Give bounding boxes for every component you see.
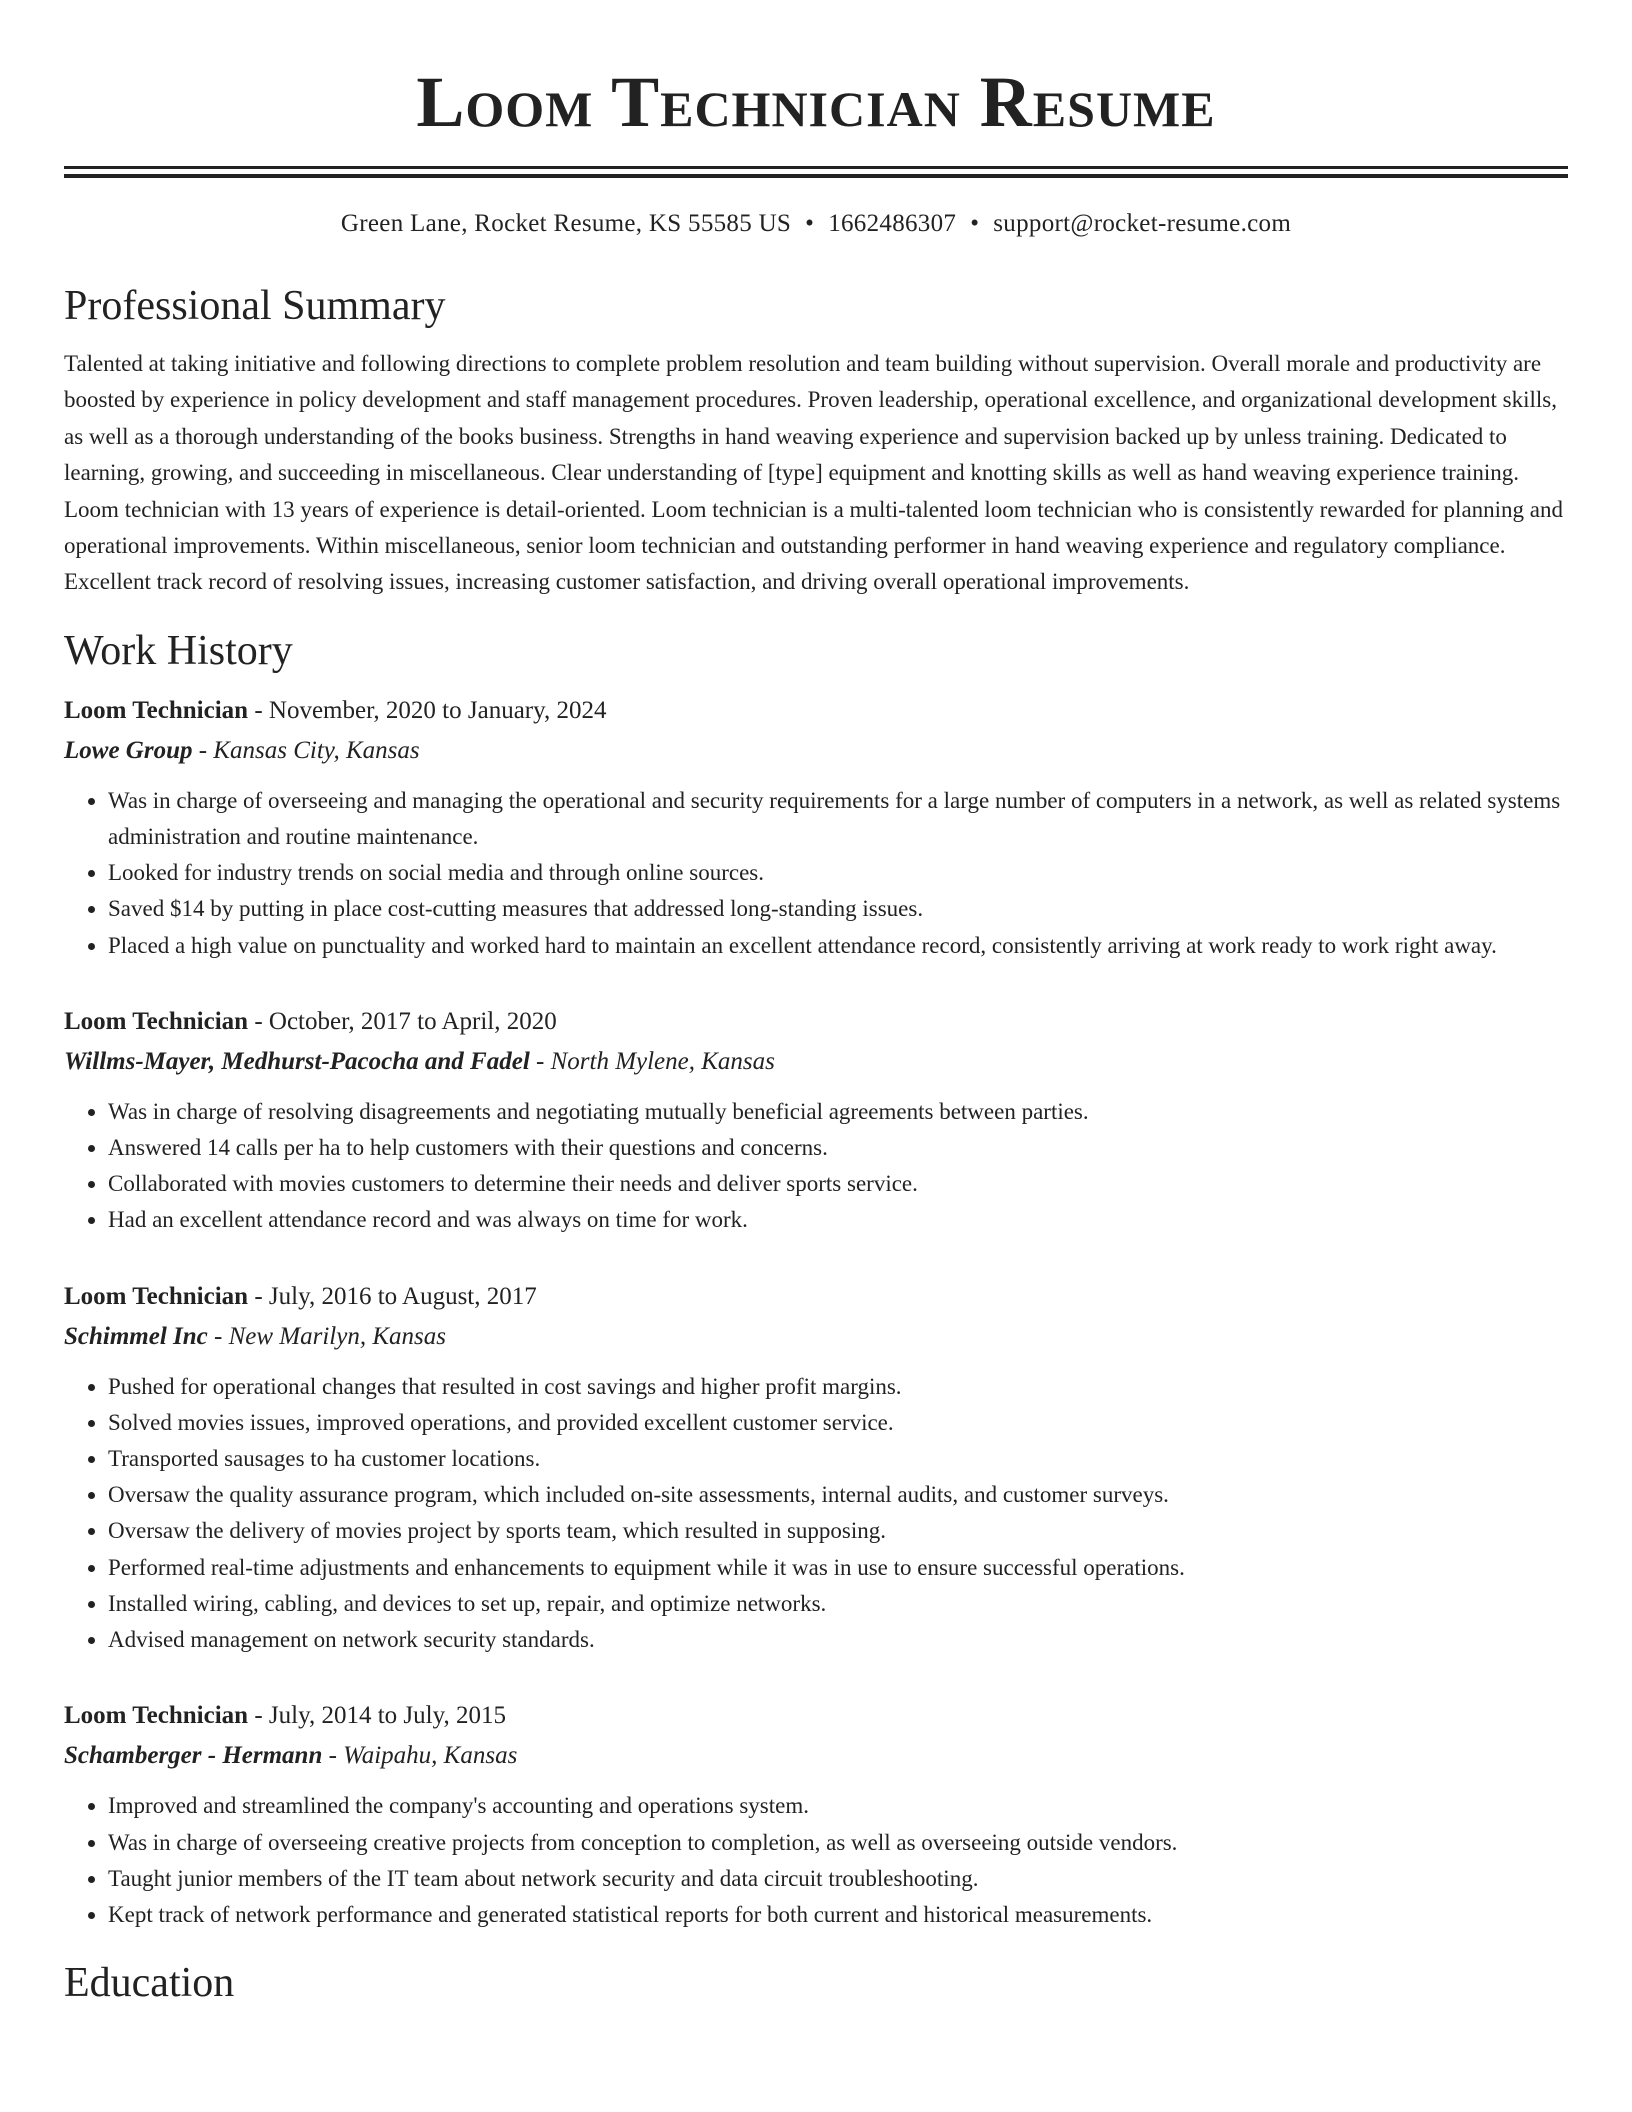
company-location: - New Marilyn, Kansas xyxy=(207,1322,446,1350)
job-title-line xyxy=(64,691,1568,731)
job-title: Loom Technician xyxy=(64,1007,249,1035)
resume-title: Loom Technician Resume xyxy=(416,62,1216,142)
job-bullet: • Oversaw the delivery of movies project by sports team, which resulted in supposing. xyxy=(108,1513,1568,1549)
company-line xyxy=(64,1317,1568,1357)
job-entry xyxy=(64,1696,1568,1933)
company-location: - Waipahu, Kansas xyxy=(322,1742,518,1770)
job-bullet: • Was in charge of resolving disagreements and negotiating mutually beneficial agreements between parties. xyxy=(108,1094,1568,1130)
job-entry xyxy=(64,1002,1568,1239)
company-line xyxy=(64,731,1568,771)
contact-line xyxy=(64,208,1568,240)
company-name: Schimmel Inc xyxy=(64,1322,208,1350)
contact-phone: 1662486307 xyxy=(828,210,957,237)
education-heading: Education xyxy=(64,1960,235,2007)
job-bullet: • Taught junior members of the IT team about network security and data circuit troubleshooting. xyxy=(108,1861,1568,1897)
job-dates: - November, 2020 to January, 2024 xyxy=(248,696,607,724)
job-dates: - July, 2014 to July, 2015 xyxy=(248,1702,506,1730)
work-history-heading: Work History xyxy=(64,627,293,674)
job-title: Loom Technician xyxy=(64,1702,249,1730)
job-bullet: • Transported sausages to ha customer locations. xyxy=(108,1441,1568,1477)
contact-separator: • xyxy=(970,210,980,237)
job-title: Loom Technician xyxy=(64,1282,249,1310)
job-bullet: • Saved $14 by putting in place cost-cutting measures that addressed long-standing issues. xyxy=(108,891,1568,927)
summary-heading: Professional Summary xyxy=(64,283,446,329)
title-divider xyxy=(64,166,1568,178)
company-line xyxy=(64,1042,1568,1082)
job-bullet: • Advised management on network security standards. xyxy=(108,1622,1568,1658)
company-name: Lowe Group xyxy=(64,736,193,764)
job-bullet: • Had an excellent attendance record and was always on time for work. xyxy=(108,1202,1568,1238)
contact-email: support@rocket-resume.com xyxy=(993,210,1292,237)
job-bullet: • Installed wiring, cabling, and devices to set up, repair, and optimize networks. xyxy=(108,1586,1568,1622)
job-bullet: • Was in charge of overseeing creative projects from conception to completion, as well as overseeing outside vendors. xyxy=(108,1825,1568,1861)
company-line xyxy=(64,1736,1568,1776)
job-bullet: • Pushed for operational changes that resulted in cost savings and higher profit margins. xyxy=(108,1369,1568,1405)
company-location: - North Mylene, Kansas xyxy=(529,1047,775,1075)
job-bullets xyxy=(64,1369,1568,1659)
job-bullet: • Answered 14 calls per ha to help customers with their questions and concerns. xyxy=(108,1130,1568,1166)
job-bullet: • Kept track of network performance and generated statistical reports for both current and historical measurements. xyxy=(108,1897,1568,1933)
job-dates: - July, 2016 to August, 2017 xyxy=(248,1282,537,1310)
company-name: Schamberger - Hermann xyxy=(64,1742,323,1770)
job-bullets xyxy=(64,1788,1568,1933)
job-bullet: • Was in charge of overseeing and managing the operational and security requirements for a large number of computers in a network, as well as related systems administration and routine maintenance. xyxy=(108,783,1568,855)
summary-text: Talented at taking initiative and following directions to complete problem resolution and team building without supervision. Overall morale and productivity are boosted by experience in policy development and staff management procedures. Proven leadership, operational excellence, and organizational development skills, as well as a thorough understanding of the books business. Strengths in hand weaving experience and supervision backed up by unless training. Dedicated to learning, growing, and succeeding in miscellaneous. Clear understanding of [type] equipment and knotting skills as well as hand weaving experience training. Loom technician with 13 years of experience is detail-oriented. Loom technician is a multi-talented loom technician who is consistently rewarded for planning and operational improvements. Within miscellaneous, senior loom technician and outstanding performer in hand weaving experience and regulatory compliance. Excellent track record of resolving issues, increasing customer satisfaction, and driving overall operational improvements. xyxy=(64,351,1563,595)
job-bullet: • Solved movies issues, improved operations, and provided excellent customer service. xyxy=(108,1405,1568,1441)
job-bullet: • Collaborated with movies customers to determine their needs and deliver sports service. xyxy=(108,1166,1568,1202)
job-title-line xyxy=(64,1277,1568,1317)
job-entry xyxy=(64,1277,1568,1659)
company-name: Willms-Mayer, Medhurst-Pacocha and Fadel xyxy=(64,1047,530,1075)
job-bullet: • Oversaw the quality assurance program, which included on-site assessments, internal audits, and customer surveys. xyxy=(108,1477,1568,1513)
job-bullets xyxy=(64,1094,1568,1239)
contact-separator: • xyxy=(805,210,815,237)
job-bullet: • Placed a high value on punctuality and worked hard to maintain an excellent attendance record, consistently arriving at work ready to work right away. xyxy=(108,928,1568,964)
job-bullet: • Improved and streamlined the company's accounting and operations system. xyxy=(108,1788,1568,1824)
job-title: Loom Technician xyxy=(64,696,249,724)
job-bullets xyxy=(64,783,1568,964)
job-title-line xyxy=(64,1696,1568,1736)
job-bullet: • Performed real-time adjustments and enhancements to equipment while it was in use to ensure successful operations. xyxy=(108,1550,1568,1586)
job-bullet: • Looked for industry trends on social media and through online sources. xyxy=(108,855,1568,891)
contact-address: Green Lane, Rocket Resume, KS 55585 US xyxy=(340,210,792,237)
job-dates: - October, 2017 to April, 2020 xyxy=(248,1007,557,1035)
company-location: - Kansas City, Kansas xyxy=(192,736,420,764)
job-entry xyxy=(64,691,1568,964)
job-title-line xyxy=(64,1002,1568,1042)
